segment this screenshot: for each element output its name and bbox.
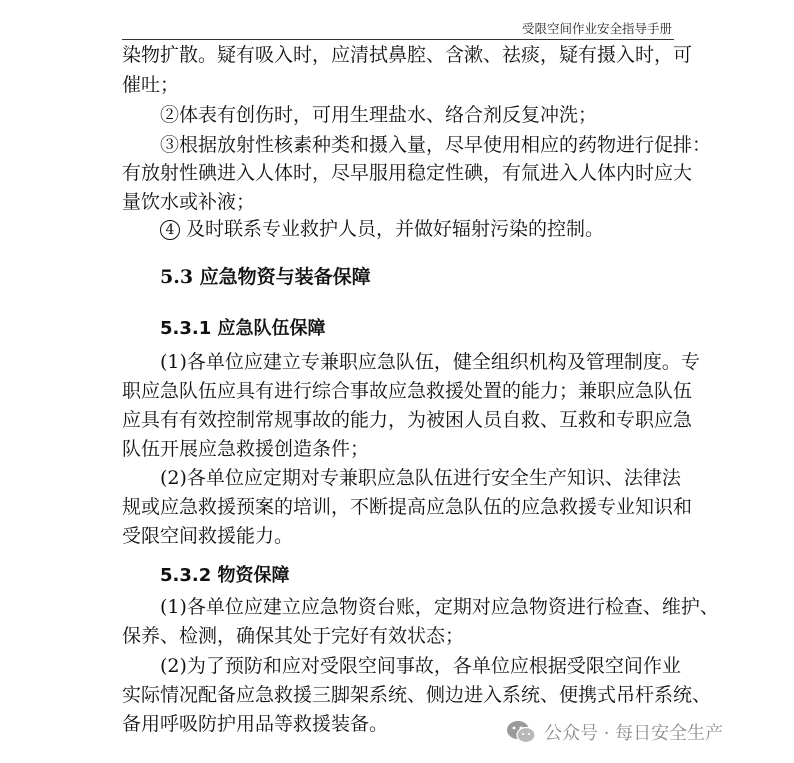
text-line: 实际情况配备应急救援三脚架系统、侧边进入系统、便携式吊杆系统、 <box>122 684 712 706</box>
text-line: (2)各单位应定期对专兼职应急队伍进行安全生产知识、法律法 <box>160 467 681 489</box>
watermark-text: 公众号 · 每日安全生产 <box>544 723 724 744</box>
text-line: (2)为了预防和应对受限空间事故，各单位应根据受限空间作业 <box>160 655 681 677</box>
text-line: 有放射性碘进入人体时，尽早服用稳定性碘，有氚进入人体内时应大 <box>122 162 693 184</box>
subsection-heading: 5.3.2 物资保障 <box>160 565 290 586</box>
text-line: 职应急队伍应具有进行综合事故应急救援处置的能力；兼职应急队伍 <box>122 380 693 402</box>
text-line: 备用呼吸防护用品等救援装备。 <box>122 713 389 735</box>
section-heading: 5.3 应急物资与装备保障 <box>160 266 371 288</box>
wechat-watermark <box>506 716 723 748</box>
text-line: 受限空间救援能力。 <box>122 525 294 547</box>
list-item: ②体表有创伤时，可用生理盐水、络合剂反复冲洗； <box>160 104 598 126</box>
running-header: 受限空间作业安全指导手册 <box>122 18 674 40</box>
subsection-heading: 5.3.1 应急队伍保障 <box>160 318 326 339</box>
list-item: ③根据放射性核素种类和摄入量，尽早使用相应的药物进行促排： <box>160 134 712 156</box>
text-line: 保养、检测，确保其处于完好有效状态； <box>122 625 465 647</box>
text-line: 量饮水或补液； <box>122 191 256 213</box>
text-line: 催吐； <box>122 74 180 96</box>
text-line: 队伍开展应急救援创造条件； <box>122 438 370 460</box>
text-line: (1)各单位应建立专兼职应急队伍，健全组织机构及管理制度。专 <box>160 351 700 373</box>
text-line: (1)各单位应建立应急物资台账，定期对应急物资进行检查、维护、 <box>160 596 719 618</box>
text-line: 应具有有效控制常规事故的能力，为被困人员自救、互救和专职应急 <box>122 409 693 431</box>
text-line: 规或应急救援预案的培训，不断提高应急队伍的应急救援专业知识和 <box>122 496 693 518</box>
list-item <box>160 216 604 242</box>
circled-number-marker: 4 <box>160 220 180 240</box>
text-line: 染物扩散。疑有吸入时，应清拭鼻腔、含漱、祛痰，疑有摄入时，可 <box>122 44 693 66</box>
wechat-icon <box>506 719 536 745</box>
list-item-text: 及时联系专业救护人员，并做好辐射污染的控制。 <box>186 218 605 240</box>
